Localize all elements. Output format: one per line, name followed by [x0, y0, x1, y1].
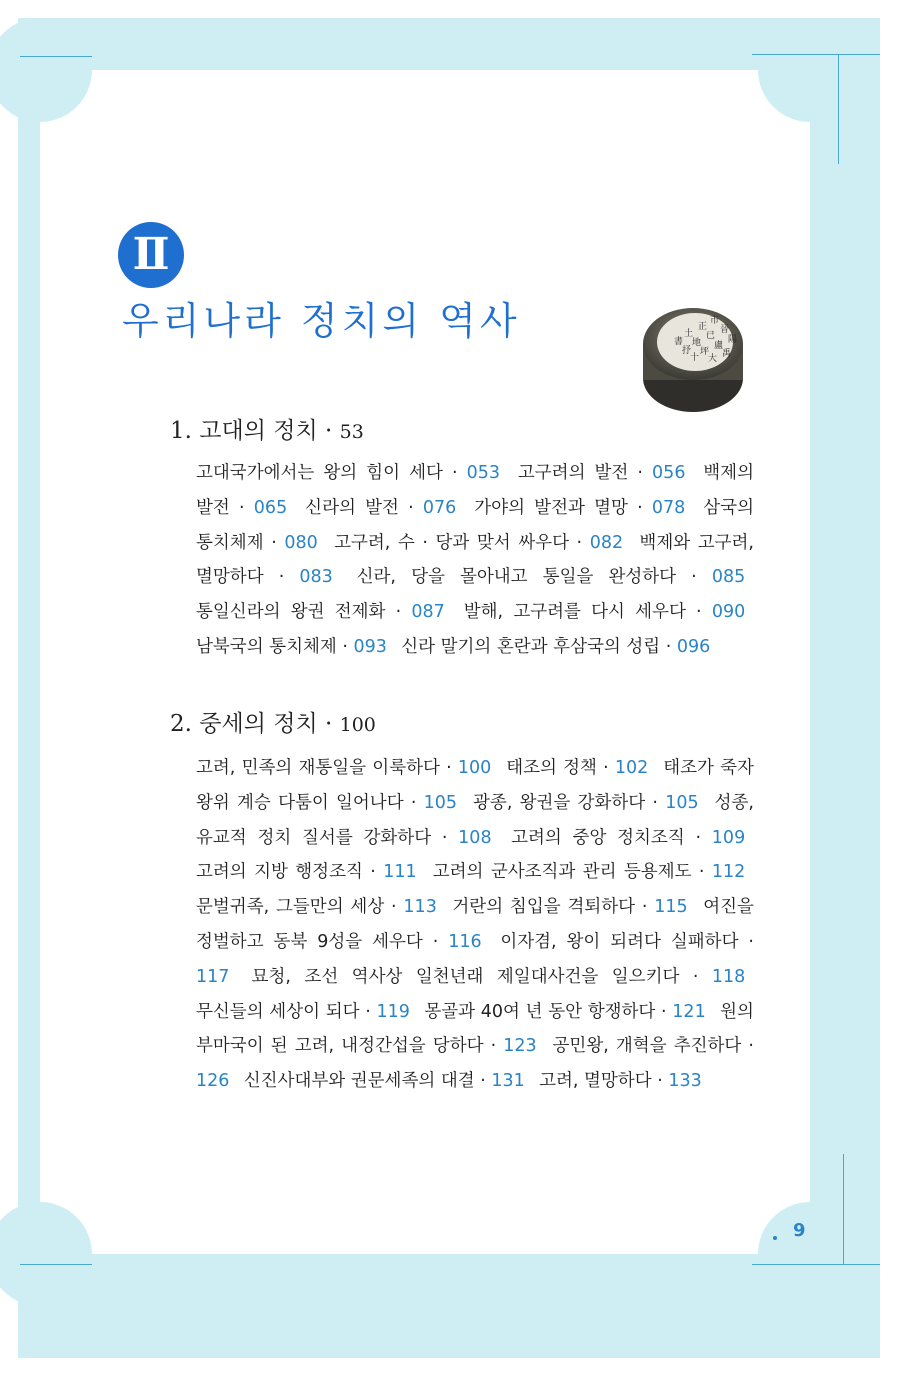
- toc-item-page: 096: [676, 636, 711, 657]
- toc-item-title: 성종, 유교적 정치 질서를 강화하다: [196, 792, 754, 848]
- toc-item-title: 고구려, 수 · 당과 맞서 싸우다: [334, 532, 569, 553]
- decor-line: [843, 1154, 844, 1264]
- toc-item-title: 고려, 멸망하다: [539, 1071, 652, 1092]
- toc-item-page: 112: [711, 862, 746, 883]
- section-title: 2. 중세의 정치: [170, 711, 318, 737]
- toc-item-title: 고구려의 발전: [517, 463, 629, 483]
- seal-character: 盧: [714, 341, 724, 351]
- seal-character: 土: [684, 329, 694, 339]
- toc-item-title: 신진사대부와 권문세족의 대결: [243, 1071, 475, 1092]
- toc-item-title: 거란의 침입을 격퇴하다: [452, 897, 636, 918]
- decor-line: [752, 1264, 880, 1265]
- chapter-numeral-badge: Ⅱ: [118, 222, 184, 288]
- toc-item-title: 백제의 발전: [196, 463, 754, 518]
- toc-item-page: 126: [196, 1071, 230, 1092]
- toc-item-title: 태조의 정책: [506, 758, 597, 778]
- seal-character: 禹: [722, 349, 732, 359]
- toc-item-title: 고려의 군사조직과 관리 등용제도: [432, 862, 692, 883]
- toc-item-title: 신라, 당을 몰아내고 통일을 완성하다: [356, 567, 677, 588]
- seal-stamp-image: [640, 298, 746, 418]
- toc-item-title: 이자겸, 왕이 되려다 실패하다: [500, 931, 739, 952]
- toc-item-page: 082: [589, 532, 624, 553]
- toc-item-page: 100: [457, 758, 492, 778]
- toc-item-page: 080: [284, 532, 318, 553]
- section-heading: 1. 고대의 정치 · 53: [170, 418, 364, 444]
- corner-notch: [758, 18, 862, 122]
- toc-item-page: 053: [466, 463, 501, 483]
- toc-item-page: 093: [353, 636, 387, 657]
- toc-item-title: 신라의 발전: [305, 497, 399, 518]
- toc-item-page: 108: [458, 827, 492, 848]
- page-number-dot: [773, 1236, 777, 1240]
- toc-item-title: 공민왕, 개혁을 추진하다: [552, 1036, 742, 1057]
- seal-character: 已: [706, 331, 716, 341]
- decor-line: [20, 56, 92, 57]
- toc-item-page: 065: [253, 497, 288, 518]
- toc-item-page: 123: [503, 1036, 537, 1057]
- seal-character: 書: [674, 337, 684, 347]
- decor-line: [752, 54, 880, 55]
- section-page: 53: [339, 421, 364, 443]
- toc-item-page: 116: [448, 931, 482, 952]
- section-contents: 고려, 민족의 재통일을 이룩하다 · 100 태조의 정책 · 102 태조가 죽자 왕위 계승 다툼이 일어나다 · 105 광종, 왕권을 강화하다 · 105 성종, 유교적 정치 질서를 강화하다 · 108 고려의 중앙 정치조직 · 109 고려의 지방 행정조직 · 111 고려의 군사조직과 관리 등용제도 · 112 문벌귀족, 그들만의 세상 · 113 거란의 침입을 격퇴하다 · 115 여진을 정벌하고 동북 9성을 세우다 · 116 이자겸, 왕이 되려다 실패하다 · 117 묘청, 조선 역사상 일천년래 제일대사건을 일으키다 · 118 무신들의 세상이 되다 · 119 몽골과 40여 년 동안 항쟁하다 · 121 원의 부마국이 된 고려, 내정간섭을 당하다 · 123 공민왕, 개혁을 추진하다 · 126 신진사대부와 권문세족의 대결 · 131 고려, 멸망하다 · 133: [196, 758, 754, 1092]
- seal-character: 晉: [720, 325, 730, 335]
- toc-item-page: 119: [376, 1001, 410, 1022]
- corner-notch: [758, 1202, 862, 1306]
- section-contents: 고대국가에서는 왕의 힘이 세다 · 053 고구려의 발전 · 056 백제의 발전 · 065 신라의 발전 · 076 가야의 발전과 멸망 · 078 삼국의 통치체제 · 080 고구려, 수 · 당과 맞서 싸우다 · 082 백제와 고구려, 멸망하다 · 083 신라, 당을 몰아내고 통일을 완성하다 · 085 통일신라의 왕권 전제화 · 087 발해, 고구려를 다시 세우다 · 090 남북국의 통치체제 · 093 신라 말기의 혼란과 후삼국의 성립 · 096: [196, 463, 754, 657]
- toc-item-title: 고려의 중앙 정치조직: [511, 827, 685, 848]
- toc-item-page: 078: [651, 497, 686, 518]
- page-number: 9: [793, 1220, 806, 1241]
- toc-item-title: 발해, 고구려를 다시 세우다: [463, 602, 686, 623]
- toc-item-page: 111: [383, 862, 417, 883]
- toc-item-page: 131: [491, 1071, 525, 1092]
- toc-item-title: 광종, 왕권을 강화하다: [473, 792, 646, 813]
- seal-character: 正: [698, 322, 708, 332]
- toc-item-title: 몽골과 40여 년 동안 항쟁하다: [424, 1001, 656, 1022]
- toc-item-page: 109: [711, 827, 746, 848]
- toc-item-page: 133: [668, 1071, 702, 1092]
- toc-item-title: 원의 부마국이 된 고려, 내정간섭을 당하다: [196, 1001, 754, 1057]
- toc-item-title: 남북국의 통치체제: [196, 636, 337, 657]
- toc-item-page: 105: [423, 792, 458, 813]
- toc-item-page: 117: [196, 966, 230, 987]
- toc-item-page: 083: [299, 567, 333, 588]
- toc-item-title: 묘청, 조선 역사상 일천년래 제일대사건을 일으키다: [251, 966, 680, 987]
- toc-item-title: 가야의 발전과 멸망: [474, 497, 628, 518]
- chapter-title: 우리나라 정치의 역사: [122, 299, 521, 343]
- section-page: 100: [339, 714, 376, 736]
- toc-item-title: 문벌귀족, 그들만의 세상: [196, 897, 385, 918]
- toc-item-title: 여진을 정벌하고 동북 9성을 세우다: [196, 897, 754, 952]
- section-title: 1. 고대의 정치: [170, 418, 318, 444]
- toc-item-page: 115: [654, 897, 688, 918]
- toc-item-page: 076: [422, 497, 457, 518]
- toc-item-title: 고려, 민족의 재통일을 이룩하다: [196, 758, 440, 778]
- decor-line: [838, 54, 839, 164]
- toc-item-page: 105: [665, 792, 699, 813]
- toc-item-title: 백제와 고구려, 멸망하다: [196, 532, 754, 588]
- seal-character: 坪: [700, 347, 710, 357]
- toc-item-title: 무신들의 세상이 되다: [196, 1001, 360, 1022]
- seal-character: 抒: [682, 346, 692, 356]
- seal-character: 市: [710, 316, 720, 326]
- toc-item-title: 통일신라의 왕권 전제화: [196, 602, 386, 623]
- toc-item-title: 고대국가에서는 왕의 힘이 세다: [196, 463, 443, 483]
- toc-item-page: 087: [411, 602, 445, 623]
- toc-item-page: 102: [614, 758, 649, 778]
- toc-item-page: 118: [711, 966, 746, 987]
- section-heading: 2. 중세의 정치 · 100: [170, 711, 376, 737]
- toc-item-page: 090: [711, 602, 746, 623]
- toc-item-page: 056: [652, 463, 686, 483]
- toc-item-title: 삼국의 통치체제: [196, 497, 754, 553]
- toc-item-title: 고려의 지방 행정조직: [196, 862, 363, 883]
- seal-character: 十: [690, 353, 700, 363]
- toc-item-title: 신라 말기의 혼란과 후삼국의 성립: [401, 636, 661, 657]
- toc-item-page: 121: [672, 1001, 706, 1022]
- seal-character: 陽: [728, 335, 738, 345]
- toc-item-title: 태조가 죽자 왕위 계승 다툼이 일어나다: [196, 758, 754, 813]
- toc-item-page: 113: [403, 897, 437, 918]
- decor-line: [20, 1264, 92, 1265]
- seal-character: 地: [692, 338, 702, 348]
- seal-character: 大: [708, 354, 718, 364]
- toc-item-page: 085: [711, 567, 746, 588]
